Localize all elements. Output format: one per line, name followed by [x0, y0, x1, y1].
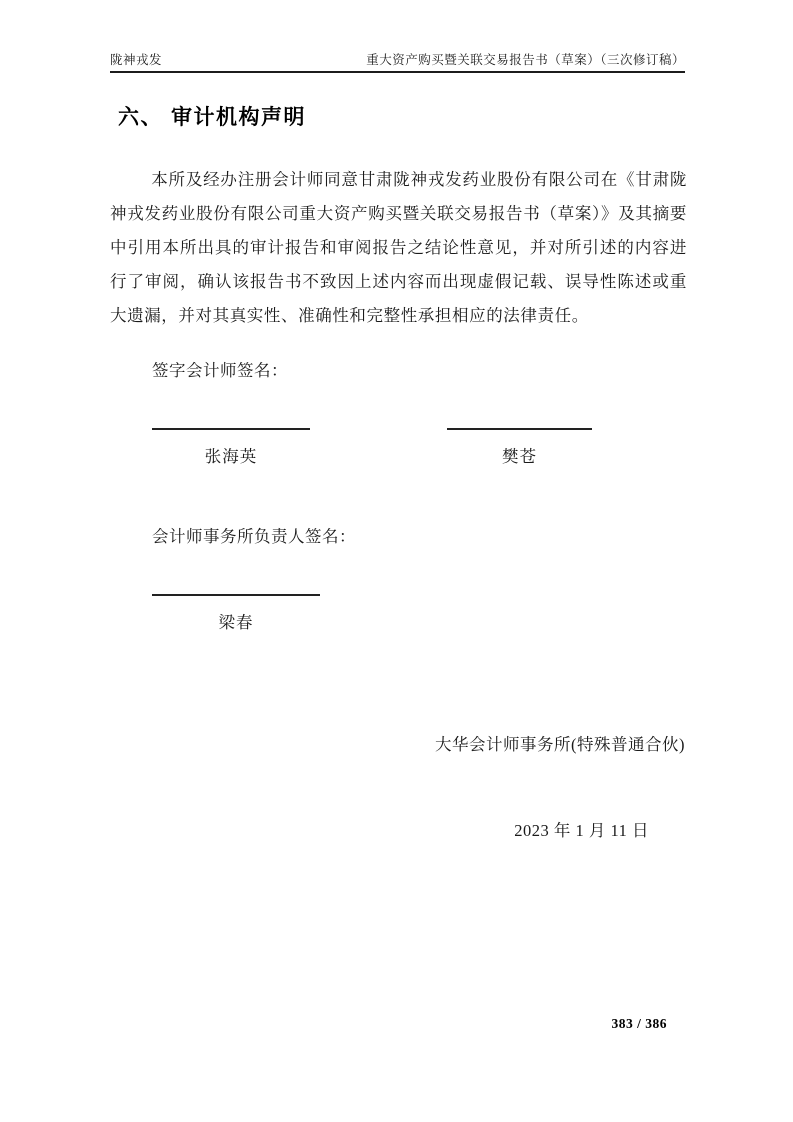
section-number: 六、: [118, 106, 163, 129]
signing-accountants-label: 签字会计师签名：: [152, 361, 288, 380]
header-report-title: 重大资产购买暨关联交易报告书（草案）（三次修订稿）: [366, 53, 685, 67]
page-header: [110, 50, 685, 73]
signature-name-firm-head: 梁春: [218, 613, 254, 632]
page-number: 383 / 386: [611, 1016, 667, 1031]
signature-block-accountant-2: [447, 428, 592, 467]
signature-name-accountant-1: 张海英: [204, 447, 258, 466]
signature-line: [447, 428, 592, 430]
accounting-firm-name: 大华会计师事务所(特殊普通合伙): [435, 735, 685, 754]
signature-name-accountant-2: 樊苍: [502, 447, 537, 466]
section-title-text: 审计机构声明: [171, 106, 306, 129]
signature-date: 2023 年 1 月 11 日: [514, 821, 649, 840]
signature-block-accountant-1: [152, 428, 310, 467]
section-title: [118, 101, 306, 131]
header-company-short-name: 陇神戎发: [110, 53, 163, 67]
firm-head-label: 会计师事务所负责人签名：: [152, 527, 356, 546]
declaration-paragraph: 本所及经办注册会计师同意甘肃陇神戎发药业股份有限公司在《甘肃陇神戎发药业股份有限公司重大资产购买暨关联交易报告书（草案）》及其摘要中引用本所出具的审计报告和审阅报告之结论性意见，并对所引述的内容进行了审阅，确认该报告书不致因上述内容而出现虚假记载、误导性陈述或重大遗漏，并对其真实性、准确性和完整性承担相应的法律责任。: [110, 169, 687, 325]
signature-line: [152, 428, 310, 430]
signature-block-firm-head: [152, 594, 320, 633]
signature-line: [152, 594, 320, 596]
